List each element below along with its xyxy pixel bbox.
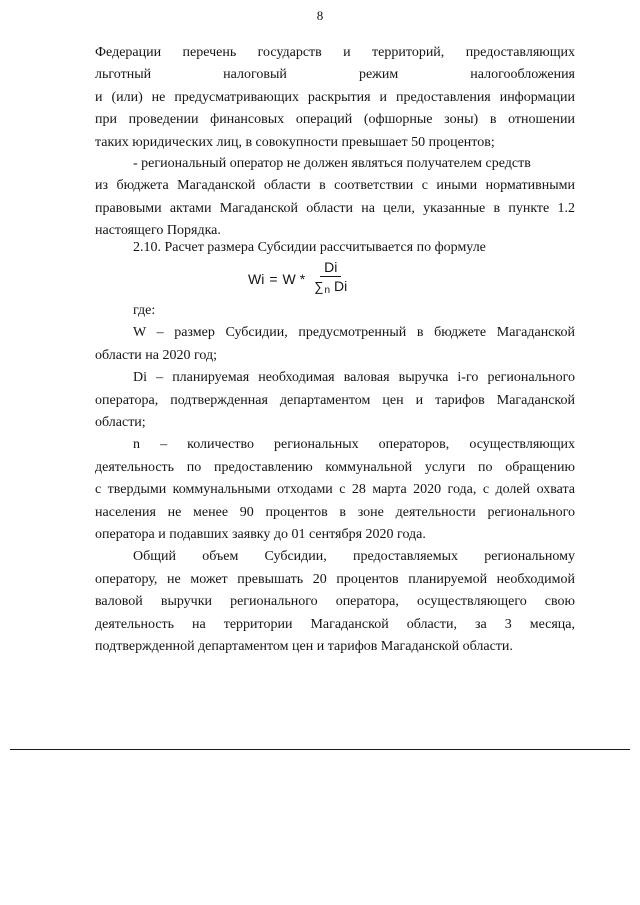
- text-line: подтвержденной департаментом цен и тарифов Магаданской области.: [95, 639, 513, 655]
- text-line: населения не менее 90 процентов в зоне деятельности регионального: [95, 504, 575, 520]
- formula-operator: *: [299, 271, 306, 287]
- text-line: где:: [133, 303, 156, 318]
- text-line: Di – планируемая необходимая валовая выручка i-го регионального: [133, 370, 575, 386]
- text-line: оператора, подтвержденная департаментом цен и тарифов Магаданской: [95, 392, 575, 408]
- text-line: - региональный оператор не должен являться получателем средств: [133, 156, 531, 171]
- denominator-var: Di: [334, 278, 348, 294]
- text-line: n – количество региональных операторов, осуществляющих: [133, 437, 575, 453]
- sum-symbol: ∑: [314, 279, 324, 294]
- formula-fraction: [310, 259, 351, 299]
- formula-numerator: Di: [320, 259, 341, 277]
- text-line: с твердыми коммунальными отходами с 28 марта 2020 года, с долей охвата: [95, 482, 575, 498]
- formula-denominator: [310, 277, 351, 299]
- paragraph-2-10: [95, 237, 575, 259]
- text-line: таких юридических лиц, в совокупности превышает 50 процентов;: [95, 134, 495, 150]
- formula-equals: =: [269, 271, 278, 287]
- text-line: правовыми актами Магаданской области на цели, указанные в пункте 1.2: [95, 200, 575, 216]
- paragraph-regional-operator: [95, 153, 575, 243]
- text-line: деятельность по предоставлению коммунальной услуги по обращению: [95, 459, 575, 475]
- footer-divider: [10, 749, 630, 750]
- page-number: 8: [316, 8, 324, 23]
- text-line: деятельность на территории Магаданской области, за 3 месяца,: [95, 616, 575, 632]
- sum-subscript: n: [324, 285, 331, 296]
- text-line: льготный налоговый режим налогообложения: [95, 67, 575, 83]
- text-line: из бюджета Магаданской области в соответствии с иными нормативными: [95, 178, 575, 194]
- paragraph-offshore: [95, 42, 575, 154]
- subsidy-formula: [248, 261, 351, 297]
- text-line: и (или) не предусматривающих раскрытия и предоставления информации: [95, 89, 575, 105]
- text-line: настоящего Порядка.: [95, 223, 221, 239]
- text-line: области на 2020 год;: [95, 347, 218, 363]
- text-line: оператора и подавших заявку до 01 сентября 2020 года.: [95, 527, 426, 543]
- text-line: Федерации перечень государств и территорий, предоставляющих: [95, 45, 575, 60]
- text-line: при проведении финансовых операций (офшорные зоны) в отношении: [95, 112, 575, 128]
- text-line: W – размер Субсидии, предусмотренный в бюджете Магаданской: [133, 325, 575, 341]
- formula-lhs: Wi: [248, 271, 265, 287]
- text-line: валовой выручки регионального оператора, осуществляющего свою: [95, 594, 575, 610]
- formula-w: W: [282, 271, 296, 287]
- text-line: 2.10. Расчет размера Субсидии рассчитывается по формуле: [133, 240, 486, 255]
- text-line: Общий объем Субсидии, предоставляемых региональному: [133, 549, 575, 565]
- text-line: области;: [95, 415, 146, 431]
- text-line: оператору, не может превышать 20 процентов планируемой необходимой: [95, 571, 575, 587]
- formula-definitions: [95, 300, 575, 659]
